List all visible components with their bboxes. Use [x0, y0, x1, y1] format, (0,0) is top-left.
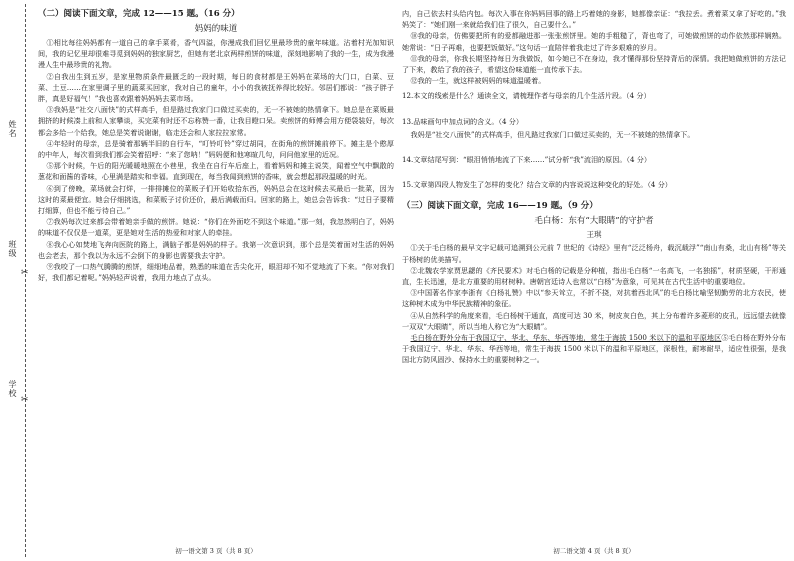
article-paragraph-5-rest: ⑤毛白杨在野外分布于我国辽宁、华北、华东、华西等地，常生于海拔 1500 米以下的温和平原地区，深根性，耐寒耐旱，适应性很强，是我国北方防风固沙、保持水土的重要树种之一。	[402, 333, 786, 365]
story-paragraph-4: ④年轻时的母亲，总是骑着那辆半旧的自行车，“叮铃叮铃”穿过胡同，在街角的煎饼摊前停下。摊主是个憨厚的中年人，每次看到我们都会笑着招呼：“来了您呐！”妈妈便和他寒暄几句，问问他家里的近况。	[38, 138, 394, 160]
left-column	[38, 8, 394, 539]
question-12	[402, 90, 786, 101]
scissors-icon: ✂	[21, 268, 29, 278]
right-page-footer: 初二语文第 4 页（共 8 页）	[553, 547, 635, 555]
story-title: 妈妈的味道	[194, 24, 238, 34]
story-continuation-1: 内，自己依去村头给内包。每次入事在你妈妈回事的路上巧着她的身影，她都像亲证：“我拉丢。煮着菜又拿了好吃的。”我妈笑了：“她们刚一来就给我们住了很久，自己要什么。”	[402, 9, 786, 30]
question-13-number: 13.	[402, 116, 414, 126]
right-page	[402, 0, 786, 561]
answer-space-15	[402, 190, 786, 200]
section-3-heading: （三）阅读下面文章，完成 16——19 题。（9 分）	[402, 201, 598, 212]
story-continuation-2: ⑩我的母亲，仿佛要把所有的爱都融进那一张张煎饼里。她的手粗糙了，背也弯了，可她做煎饼的动作依然那样娴熟。她常说：“日子再难，也要把饭做好。”这句话一直陪伴着我走过了许多艰难的岁月。	[402, 31, 786, 52]
article-paragraph-3: ③中国著名作家李浙有《白杨礼赞》中以“参天耸立，不折不挠，对抗着西北风”的毛白杨比喻坚韧勤劳的北方农民，使这种树木成为中华民族精神的象征。	[402, 288, 786, 309]
underlined-fragment: 毛白杨在野外分布于我国辽宁、华北、华东、华西等地，常生于海拔 1500 米以下的温和平原地区	[410, 333, 722, 343]
story-continuation-3: ⑪我的母亲，你我长期坚持每日为我做饭，如今她已不在身边，我才懂得那份坚持背后的深情。我把她做煎饼的方法记了下来，教给了我的孩子，希望这份味道能一直传承下去。	[402, 53, 786, 75]
question-12-text: 本文的线索是什么？通读全文，请梳理作者与母亲的几个生活片段。（4 分）	[413, 91, 651, 101]
article-title: 毛白杨：东有“大眼睛”的守护者	[534, 216, 654, 227]
article-paragraph-5	[402, 332, 786, 366]
question-15	[402, 179, 786, 190]
question-15-number: 15.	[402, 180, 414, 190]
answer-space-14	[402, 165, 786, 175]
class-label: 班级	[8, 240, 17, 258]
story-paragraph-8: ⑧我心心如焚地飞奔向医院的路上，满脑子都是妈妈的样子。我第一次意识到，那个总是笑着面对生活的妈妈也会老去，那个我以为永远不会倒下的身影也需要我去守护。	[38, 239, 394, 260]
scissors-icon-2: ✂	[21, 395, 29, 405]
article-author: 王琪	[586, 230, 602, 240]
story-continuation-4: ⑫我的一生，就这样被妈妈的味道温暖着。	[410, 76, 546, 86]
article-paragraph-4: ④从自然科学的角度来看，毛白杨树干通直，高度可达 30 米，树皮灰白色，其上分布着许多菱形的皮孔，远远望去就像一双双“大眼睛”，所以当地人称它为“大眼睛”。	[402, 310, 786, 331]
question-13-quote: 我妈是“社交八面快”的式样高手，但凡路过我家门口做过买卖的，无一不被她的热情拿下。	[410, 129, 695, 139]
section-2-heading: （二）阅读下面文章，完成 12——15 题。（16 分）	[38, 9, 240, 19]
answer-space-13	[402, 140, 786, 150]
question-13-text: 品味画句中加点词的含义。（4 分）	[413, 116, 523, 126]
right-column	[402, 8, 786, 539]
school-label: 学校	[8, 380, 17, 398]
story-paragraph-3: ③我妈是“社交八面快”的式样高手，但是路过我家门口做过买卖的，无一不被她的热情拿下。她总是在菜贩最拥挤的时候凑上前和人家攀谈，买完菜有时还不忘称赞一番，让我目瞪口呆。卖煎饼的师傅会用方便袋装好，每次都会多给一个给我，她总是笑着说谢谢，临走还会和人家拉拉家常。	[38, 105, 394, 137]
name-label: 姓名	[8, 120, 17, 138]
question-13	[402, 116, 786, 127]
question-12-number: 12.	[402, 91, 414, 101]
story-paragraph-7: ⑦我妈每次过来都会带着她亲手做的煎饼。她说：“你们在外面吃不到这个味道。”那一刻，我忽然明白了，妈妈的味道不仅仅是一道菜，更是她对生活的热爱和对家人的牵挂。	[38, 217, 394, 238]
question-14	[402, 154, 786, 165]
story-paragraph-2: ②自我出生到五岁，是家里物质条件最匮乏的一段时期，每日的食材都是王妈妈在菜场的大门口，白菜、豆菜、土豆……在家里调子里的蔬菜买回家，我对自己的童年，小小的我被抚养得比较好。邻居们都说：“孩子胖子胖，真是好福气！”我也喜欢跟着妈妈妈去菜市场。	[38, 71, 394, 104]
left-page	[38, 0, 394, 561]
story-paragraph-5: ⑤那个时候，午后的阳光暖暖地照在小巷里，我坐在自行车后座上，看着妈妈和摊主说笑，闻着空气中飘散的葱花和面酱的香味，心里满是踏实和幸福。直到现在，每当我闻到煎饼的香味，就会想起那段温暖的时光。	[38, 161, 394, 182]
answer-space-12	[402, 102, 786, 112]
left-page-footer: 初一语文第 3 页（共 8 页）	[175, 547, 257, 555]
story-paragraph-1: ①相比每往妈妈都有一道自己的拿手菜肴，香气四溢，你漫成我们回忆里最珍贵的童年味道。沾着村光加知识间，我的记忆里却很难寻觅到妈妈的独家厨艺，但她有老北京两样煎饼的味道，深刻地影响了我的一生，成为我漫漫人生中最珍贵的礼物。	[38, 38, 394, 70]
question-14-number: 14.	[402, 155, 414, 165]
question-14-text: 文章结尾写到：“眼泪悄悄地流了下来……”试分析“我”流泪的原因。（4 分）	[413, 155, 651, 165]
article-paragraph-2: ②北魏农学家贾思勰的《齐民要术》对毛白杨的记载是分种植，指出毛白杨“一名高飞，一名独摇”，材质坚硬，干形通直，生长迅速，是北方重要的用材树种。唐朝宫廷诗人也常以“白杨”为意象，可见其在古代生活中的重要地位。	[402, 265, 786, 287]
question-15-text: 文章第四段人物发生了怎样的变化？结合文章的内容说说这种变化的好处。（4 分）	[413, 180, 672, 190]
binding-cut-line	[25, 4, 26, 557]
binding-margin	[0, 0, 34, 561]
story-paragraph-6: ⑥到了傍晚，菜场就会打烊，一排排摊位的菜贩子们开始收拾东西，妈妈总会在这时候去买最后一批菜，因为这时的菜最便宜。她会仔细挑选，和菜贩子讨价还价，最后满载而归。回家的路上，她总会告诉我：“过日子要精打细算，但也不能亏待自己。”	[38, 183, 394, 216]
story-paragraph-9: ⑨我咬了一口热气腾腾的煎饼，细细地品着，熟悉的味道在舌尖化开，眼泪却不知不觉地流了下来。“你对我们好，我们都记着呢。”妈妈轻声说着，我用力地点了点头。	[38, 262, 394, 283]
article-paragraph-1: ①关于毛白杨的最早文字记载可追溯到公元前 7 世纪的《诗经》里有“泛泛杨舟，载沉载浮”“南山有桑，北山有杨”等关于杨树的优美描写。	[402, 243, 786, 264]
